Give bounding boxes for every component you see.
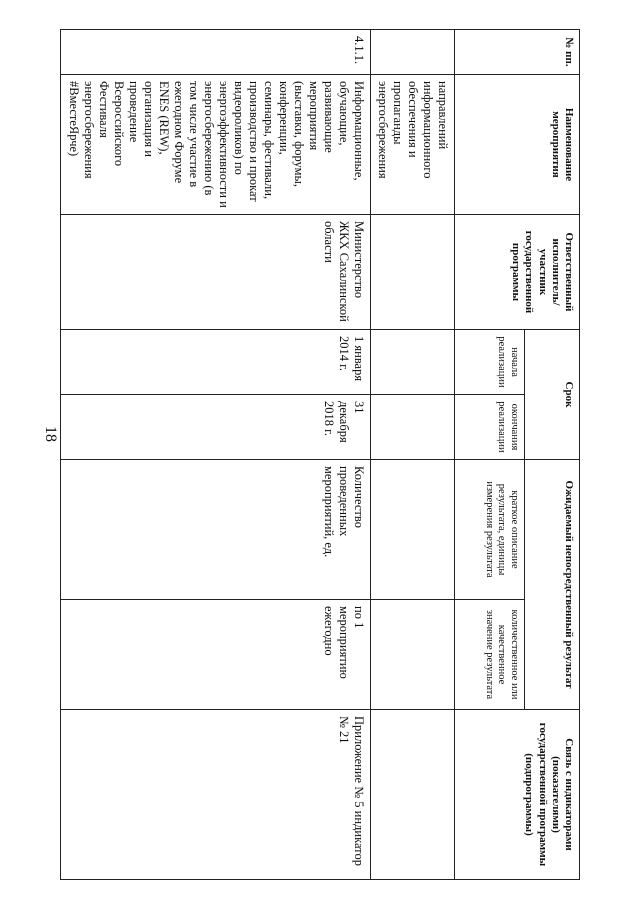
cell-name: Информационные, обучающие, развивающие мероприятия (выставки, форумы, конференции, семинары, фестивали, производство и прокат видеороликов) по энергоэффективности и энергосбережению (в том числе участие в ежегодном Форуме ENES (REW), организация и проведение Всероссийского Фестиваля энергосбережения #ВместеЯрче) — [61, 75, 371, 215]
header-responsible: Ответственный исполнитель/участник государственной программы — [455, 215, 580, 330]
cell-indicator — [371, 710, 455, 880]
header-term: Срок — [525, 330, 580, 460]
cell-desc: Количество проведенных мероприятий, ед. — [61, 460, 371, 600]
cell-num — [371, 30, 455, 75]
header-term-start: начала реализации — [455, 330, 525, 395]
header-result-value: количественное или качественное значение результата — [455, 600, 525, 710]
header-row-1 — [525, 30, 580, 880]
cell-indicator: Приложение № 5 индикатор № 21 — [61, 710, 371, 880]
header-num: № пп. — [455, 30, 580, 75]
header-result-desc: краткое описание результата, единицы измерения результата — [455, 460, 525, 600]
cell-value: по 1 мероприятию ежегодно — [61, 600, 371, 710]
header-term-end: окончания реализации — [455, 395, 525, 460]
cell-value — [371, 600, 455, 710]
header-indicators: Связь с индикаторами (показателями) государственной программы (подпрограммы) — [455, 710, 580, 880]
cell-end — [371, 395, 455, 460]
cell-responsible: Министерство ЖКХ Сахалинской области — [61, 215, 371, 330]
cell-end: 31 декабря 2018 г. — [61, 395, 371, 460]
table-row — [61, 30, 371, 880]
cell-desc — [371, 460, 455, 600]
header-name: Наименование мероприятия — [455, 75, 580, 215]
cell-start: 1 января 2014 г. — [61, 330, 371, 395]
table-row — [371, 30, 455, 880]
page-number: 18 — [42, 426, 59, 442]
cell-num: 4.1.1. — [61, 30, 371, 75]
document-table-area — [67, 29, 580, 879]
cell-responsible — [371, 215, 455, 330]
cell-name: направлений информационного обеспечения и пропаганды энергосбережения — [371, 75, 455, 215]
rotated-table-container — [67, 29, 580, 879]
cell-start — [371, 330, 455, 395]
header-result: Ожидаемый непосредственный результат — [525, 460, 580, 710]
measures-table — [60, 29, 580, 880]
